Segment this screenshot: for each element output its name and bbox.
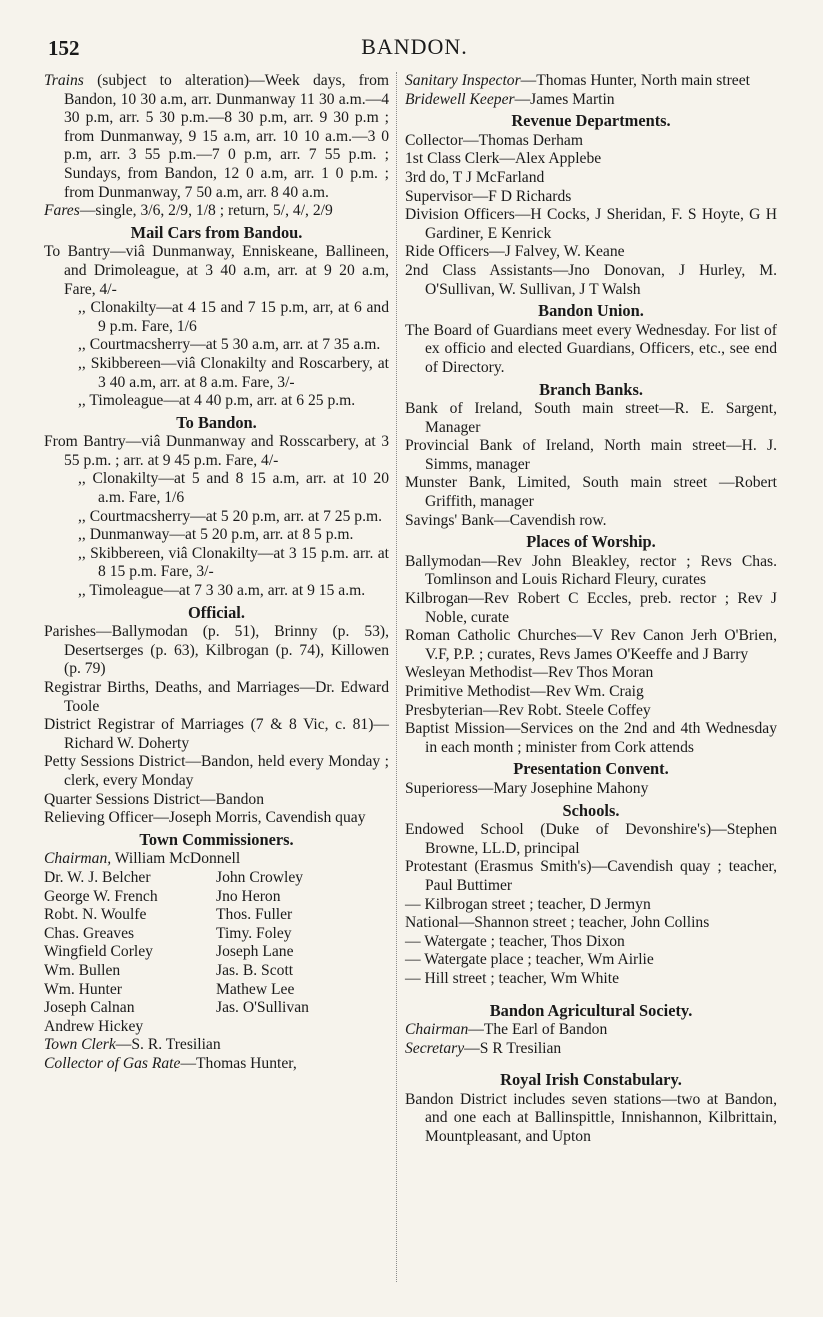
list-item: Bank of Ireland, South main street—R. E. Sargent, Manager	[405, 400, 777, 436]
commissioner-name: Robt. N. Woulfe	[44, 906, 147, 924]
commissioner-name: Dr. W. J. Belcher	[44, 868, 151, 886]
fares-entry	[44, 202, 389, 221]
convent-heading: Presentation Convent.	[513, 759, 669, 779]
constabulary-text: Bandon District includes seven stations—two at Bandon, and one each at Ballinspittle, Innishannon, Kilbrittain, Mountpleasant, and Upton	[405, 1090, 777, 1146]
list-item: ,, Courtmacsherry—at 5 30 a.m, arr. at 7 35 a.m.	[78, 336, 381, 354]
commissioner-name: Jas. O'Sullivan	[216, 999, 309, 1017]
list-item: Division Officers—H Cocks, J Sheridan, F. S Hoyte, G H Gardiner, E Kenrick	[405, 206, 777, 242]
list-item: ,, Timoleague—at 4 40 p.m, arr. at 6 25 p.m.	[78, 392, 356, 410]
agri-chairman-name: —The Earl of Bandon	[468, 1021, 608, 1039]
list-item: Ride Officers—J Falvey, W. Keane	[405, 243, 625, 261]
list-item: Provincial Bank of Ireland, North main street—H. J. Simms, manager	[405, 437, 777, 473]
commissioner-name: Wm. Hunter	[44, 980, 122, 998]
list-item: Munster Bank, Limited, South main street —Robert Griffith, manager	[405, 474, 777, 511]
list-item: 3rd do, T J McFarland	[405, 168, 545, 186]
list-item: Collector—Thomas Derham	[405, 131, 583, 149]
commissioner-name: Chas. Greaves	[44, 924, 135, 942]
trains-text: (subject to alteration)—Week days, from Bandon, 10 30 a.m, arr. Dunmanway 11 30 a.m.—4 30 p.m, arr. 5 30 p.m.—8 30 p.m, arr. 9 30 p.m ; from Dunmanway, 9 15 a.m, arr. 10 10 a.m.—3 0 p.m, arr. 3 55 p.m.—7 0 p.m, arr. 7 55 p.m. ; Sundays, from Bandon, 12 0 a.m, arr. 1 0 p.m. ; from Dunmanway, 7 50 a.m, arr. 8 40 a.m.	[64, 72, 389, 201]
union-heading: Bandon Union.	[538, 301, 644, 321]
list-item: Endowed School (Duke of Devonshire's)—Stephen Browne, LL.D, principal	[405, 821, 777, 857]
page-title: BANDON.	[361, 34, 468, 59]
list-item: ,, Skibbereen—viâ Clonakilty and Roscarbery, at 3 40 a.m, arr. at 8 a.m. Fare, 3/-	[78, 354, 389, 391]
union-text: The Board of Guardians meet every Wednesday. For list of ex officio and elected Guardians, Officers, etc., see end of Directory.	[405, 321, 777, 376]
worship-heading: Places of Worship.	[526, 532, 656, 552]
commissioner-name: Mathew Lee	[216, 980, 295, 998]
commissioner-name: Wm. Bullen	[44, 961, 121, 979]
town-clerk-name: —S. R. Tresilian	[115, 1036, 221, 1054]
running-head	[48, 34, 781, 62]
agri-chairman-label: Chairman	[405, 1021, 469, 1039]
town-clerk	[44, 1036, 389, 1055]
list-item: Roman Catholic Churches—V Rev Canon Jerh O'Brien, V.F, P.P. ; curates, Revs James O'Keeffe and J Barry	[405, 627, 777, 663]
fares-label: Fares	[44, 202, 80, 220]
list-item: To Bantry—viâ Dunmanway, Enniskeane, Ballineen, and Drimoleague, at 3 40 a.m, arr. at 9 20 a.m, Fare, 4/-	[44, 243, 389, 298]
list-item: Registrar Births, Deaths, and Marriages—Dr. Edward Toole	[44, 679, 389, 715]
commissioner-name: George W. French	[44, 887, 158, 905]
list-item: Baptist Mission—Services on the 2nd and 4th Wednesday in each month ; minister from Cork attends	[405, 720, 777, 756]
spacer	[405, 989, 777, 999]
trains-label: Trains	[44, 72, 84, 89]
agri-secretary	[405, 1040, 777, 1059]
list-item: Primitive Methodist—Rev Wm. Craig	[405, 683, 644, 700]
column-divider	[396, 72, 397, 1282]
list-item: Ballymodan—Rev John Bleakley, rector ; Revs Chas. Tomlinson and Louis Richard Fleury, curates	[405, 552, 777, 589]
list-item: Savings' Bank—Cavendish row.	[405, 511, 607, 529]
bridewell-label: Bridewell Keeper	[405, 90, 515, 108]
commissioner-name: Wingfield Corley	[44, 943, 153, 961]
list-item: From Bantry—viâ Dunmanway and Rosscarbery, at 3 55 p.m. ; arr. at 9 45 p.m. Fare, 4/-	[44, 433, 389, 469]
commissioner-name: Joseph Lane	[216, 943, 294, 961]
gas-collector	[44, 1055, 389, 1074]
convent-text: Superioress—Mary Josephine Mahony	[405, 779, 649, 797]
list-item: — Watergate ; teacher, Thos Dixon	[405, 932, 625, 950]
bridewell-text: —James Martin	[514, 90, 615, 108]
banks-heading: Branch Banks.	[539, 379, 643, 399]
trains-entry	[44, 72, 389, 202]
commissioner-name: Jas. B. Scott	[216, 961, 294, 979]
list-item: 1st Class Clerk—Alex Applebe	[405, 150, 602, 168]
commissioner-name: John Crowley	[216, 868, 304, 886]
list-item: ,, Clonakilty—at 5 and 8 15 a.m, arr. at 10 20 a.m. Fare, 1/6	[78, 470, 389, 507]
commissioner-name: Timy. Foley	[216, 924, 292, 942]
list-item: Relieving Officer—Joseph Morris, Cavendish quay	[44, 809, 366, 827]
list-item: ,, Clonakilty—at 4 15 and 7 15 p.m, arr, at 6 and 9 p.m. Fare, 1/6	[78, 299, 389, 335]
agri-secretary-label: Secretary	[405, 1039, 465, 1057]
chairman-name: William McDonnell	[111, 850, 241, 868]
schools-heading: Schools.	[562, 800, 620, 820]
list-item: ,, Courtmacsherry—at 5 20 p.m, arr. at 7 25 p.m.	[78, 507, 383, 525]
fares-text: —single, 3/6, 2/9, 1/8 ; return, 5/, 4/, 2/9	[79, 202, 333, 220]
sanitary-inspector	[405, 72, 777, 91]
official-heading: Official.	[188, 602, 245, 622]
commissioner-name	[216, 1018, 388, 1037]
agri-heading: Bandon Agricultural Society.	[489, 1000, 693, 1020]
list-item: Petty Sessions District—Bandon, held every Monday ; clerk, every Monday	[44, 753, 389, 789]
list-item: Quarter Sessions District—Bandon	[44, 790, 265, 808]
page-number: 152	[48, 36, 80, 60]
list-item: Kilbrogan—Rev Robert C Eccles, preb. rector ; Rev J Noble, curate	[405, 590, 777, 626]
gas-collector-label: Collector of Gas Rate	[44, 1054, 181, 1072]
commissioner-name: Joseph Calnan	[44, 999, 135, 1017]
list-item: District Registrar of Marriages (7 & 8 Vic, c. 81)—Richard W. Doherty	[44, 716, 389, 752]
spacer	[405, 1058, 777, 1068]
list-item: ,, Skibbereen, viâ Clonakilty—at 3 15 p.m. arr. at 8 15 p.m. Fare, 3/-	[78, 544, 389, 581]
list-item: Wesleyan Methodist—Rev Thos Moran	[405, 664, 654, 682]
mail-from-heading: Mail Cars from Bandou.	[130, 222, 303, 242]
list-item: Parishes—Ballymodan (p. 51), Brinny (p. 53), Desertserges (p. 63), Kilbrogan (p. 74), Killowen (p. 79)	[44, 623, 389, 678]
list-item: — Hill street ; teacher, Wm White	[405, 969, 620, 987]
right-column	[405, 72, 777, 1147]
list-item: Protestant (Erasmus Smith's)—Cavendish quay ; teacher, Paul Buttimer	[405, 858, 777, 894]
list-item: 2nd Class Assistants—Jno Donovan, J Hurley, M. O'Sullivan, W. Sullivan, J T Walsh	[405, 261, 777, 298]
commissioners-chairman	[44, 850, 389, 869]
revenue-heading: Revenue Departments.	[511, 111, 671, 131]
list-item: Presbyterian—Rev Robt. Steele Coffey	[405, 701, 651, 719]
left-column	[44, 72, 389, 1073]
commissioner-name: Andrew Hickey	[44, 1017, 144, 1035]
town-clerk-label: Town Clerk	[44, 1036, 116, 1054]
commissioner-name: Jno Heron	[216, 887, 281, 905]
bridewell-keeper	[405, 91, 777, 110]
list-item: National—Shannon street ; teacher, John Collins	[405, 914, 710, 932]
list-item: — Watergate place ; teacher, Wm Airlie	[405, 951, 654, 969]
chairman-label: Chairman,	[44, 850, 112, 868]
constabulary-heading: Royal Irish Constabulary.	[500, 1070, 682, 1090]
list-item: — Kilbrogan street ; teacher, D Jermyn	[405, 895, 651, 913]
commissioner-name: Thos. Fuller	[216, 906, 293, 924]
commissioners-names	[44, 869, 389, 1036]
list-item: Supervisor—F D Richards	[405, 187, 572, 205]
sanitary-text: —Thomas Hunter, North main street	[520, 72, 750, 89]
agri-chairman	[405, 1021, 777, 1040]
commissioners-heading: Town Commissioners.	[139, 829, 294, 849]
gas-collector-name: —Thomas Hunter,	[180, 1054, 297, 1072]
sanitary-label: Sanitary Inspector	[405, 72, 521, 89]
list-item: ,, Dunmanway—at 5 20 p.m, arr. at 8 5 p.m.	[78, 526, 354, 544]
mail-to-heading: To Bandon.	[176, 412, 257, 432]
agri-secretary-name: —S R Tresilian	[464, 1039, 562, 1057]
list-item: ,, Timoleague—at 7 3 30 a.m, arr. at 9 15 a.m.	[78, 582, 366, 600]
